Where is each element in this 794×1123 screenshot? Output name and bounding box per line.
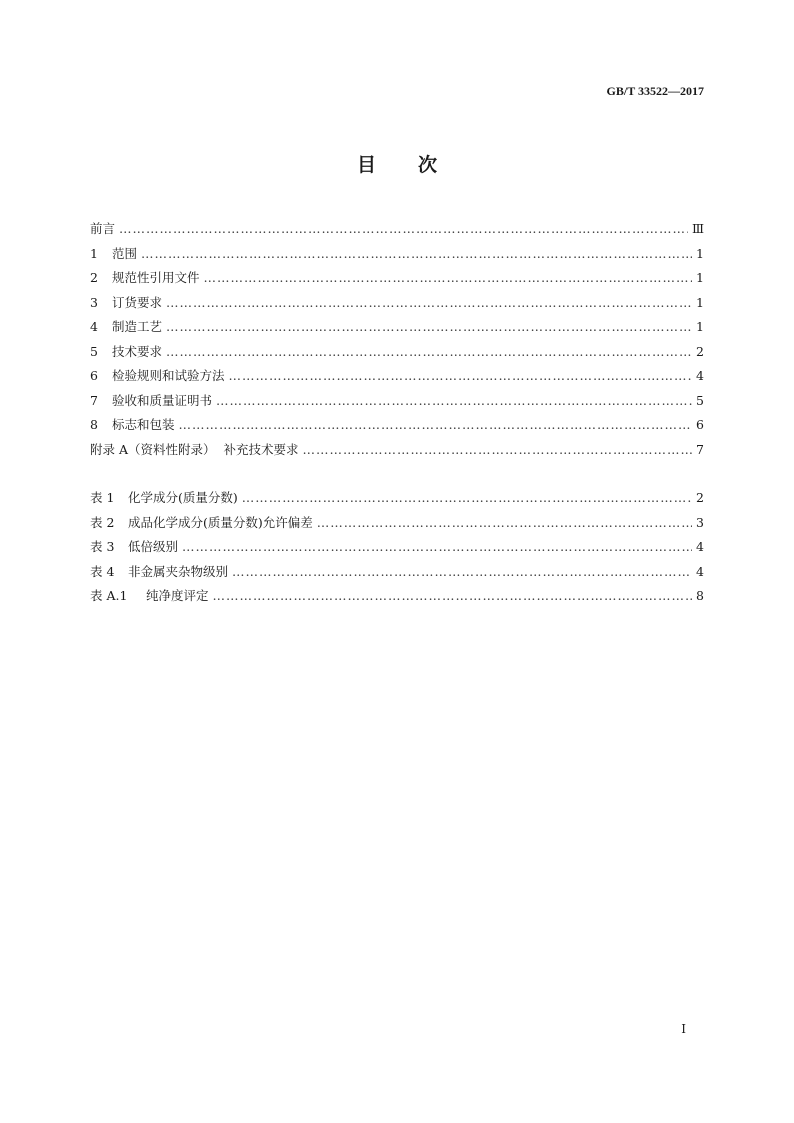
toc-entry-label: 范围	[112, 245, 138, 261]
page-title-char-1: 目	[356, 154, 376, 176]
toc-table-page: 4	[696, 539, 704, 554]
toc-entry-page: 4	[696, 368, 704, 383]
toc-table-page: 4	[696, 563, 704, 579]
toc-table-page: 8	[696, 588, 704, 603]
toc-table-number: 表 2	[90, 514, 115, 530]
toc-table-label: 纯净度评定	[146, 588, 209, 603]
leader-dots	[213, 584, 692, 609]
toc-table-label: 低倍级别	[128, 539, 179, 554]
toc-table-2[interactable]	[90, 511, 704, 536]
toc-table-number: 表 3	[90, 539, 115, 554]
leader-dots	[232, 560, 692, 585]
toc-entry-label: 标志和包装	[112, 417, 175, 432]
toc-table-1[interactable]	[90, 486, 704, 511]
toc-entry-label: 规范性引用文件	[112, 270, 200, 285]
toc-table-4[interactable]	[90, 560, 704, 585]
toc-table-page: 3	[696, 514, 704, 530]
leader-dots	[166, 340, 692, 365]
toc-entry-6[interactable]	[90, 364, 704, 389]
leader-dots	[166, 315, 692, 340]
leader-dots	[317, 511, 692, 536]
toc-entry-page: Ⅲ	[691, 221, 704, 236]
toc-entry-number: 8	[90, 417, 98, 432]
toc-entry-7[interactable]	[90, 389, 704, 414]
toc-entry-1[interactable]	[90, 242, 704, 267]
toc-entry-label: 附录 A（资料性附录） 补充技术要求	[90, 441, 299, 457]
toc-table-number: 表 4	[90, 563, 115, 579]
toc-entry-label: 验收和质量证明书	[112, 392, 213, 408]
leader-dots	[179, 413, 692, 438]
toc-entry-page: 1	[696, 294, 704, 310]
page-title-char-2: 次	[418, 154, 438, 176]
leader-dots	[119, 217, 688, 242]
toc-entry-foreword[interactable]	[90, 217, 704, 242]
toc-entry-3[interactable]	[90, 291, 704, 316]
leader-dots	[204, 266, 692, 291]
leader-dots	[302, 438, 692, 463]
toc-entry-number: 7	[90, 392, 98, 408]
toc-entry-label: 前言	[90, 221, 116, 236]
toc-entry-number: 4	[90, 319, 98, 334]
toc-entry-label: 技术要求	[112, 343, 163, 359]
toc-entry-number: 2	[90, 270, 98, 285]
toc-table-a1[interactable]	[90, 584, 704, 609]
toc-entry-number: 6	[90, 368, 98, 383]
leader-dots	[166, 291, 692, 316]
toc-table-page: 2	[696, 490, 704, 505]
toc-entry-number: 3	[90, 294, 98, 310]
toc-table-number: 表 1	[90, 490, 115, 505]
leader-dots	[242, 486, 692, 511]
toc-entry-page: 1	[696, 270, 704, 285]
toc-entry-number: 5	[90, 343, 98, 359]
leader-dots	[141, 242, 692, 267]
toc-table-label: 化学成分(质量分数)	[128, 490, 238, 505]
toc-table-3[interactable]	[90, 535, 704, 560]
toc-sections	[90, 217, 704, 462]
toc-table-number: 表 A.1	[90, 588, 128, 603]
leader-dots	[216, 389, 692, 414]
toc-entry-5[interactable]	[90, 340, 704, 365]
page-folio: Ⅰ	[681, 1022, 686, 1036]
toc-table-label: 非金属夹杂物级别	[128, 563, 229, 579]
toc-entry-page: 2	[696, 343, 704, 359]
standard-code: GB/T 33522—2017	[606, 84, 704, 98]
toc-entry-page: 7	[696, 441, 704, 457]
toc-table-label: 成品化学成分(质量分数)允许偏差	[128, 514, 313, 530]
toc-entry-8[interactable]	[90, 413, 704, 438]
toc-entry-number: 1	[90, 245, 98, 261]
toc-tables	[90, 486, 704, 609]
toc-entry-label: 制造工艺	[112, 319, 163, 334]
page-title	[0, 150, 794, 177]
toc-entry-4[interactable]	[90, 315, 704, 340]
toc-entry-label: 检验规则和试验方法	[112, 368, 225, 383]
toc-entry-appendix-a[interactable]	[90, 438, 704, 463]
toc-entry-label: 订货要求	[112, 294, 163, 310]
toc-entry-page: 1	[696, 245, 704, 261]
toc-entry-page: 1	[696, 319, 704, 334]
toc-entry-2[interactable]	[90, 266, 704, 291]
leader-dots	[182, 535, 692, 560]
toc-entry-page: 6	[696, 417, 704, 432]
leader-dots	[229, 364, 692, 389]
toc-entry-page: 5	[696, 392, 704, 408]
